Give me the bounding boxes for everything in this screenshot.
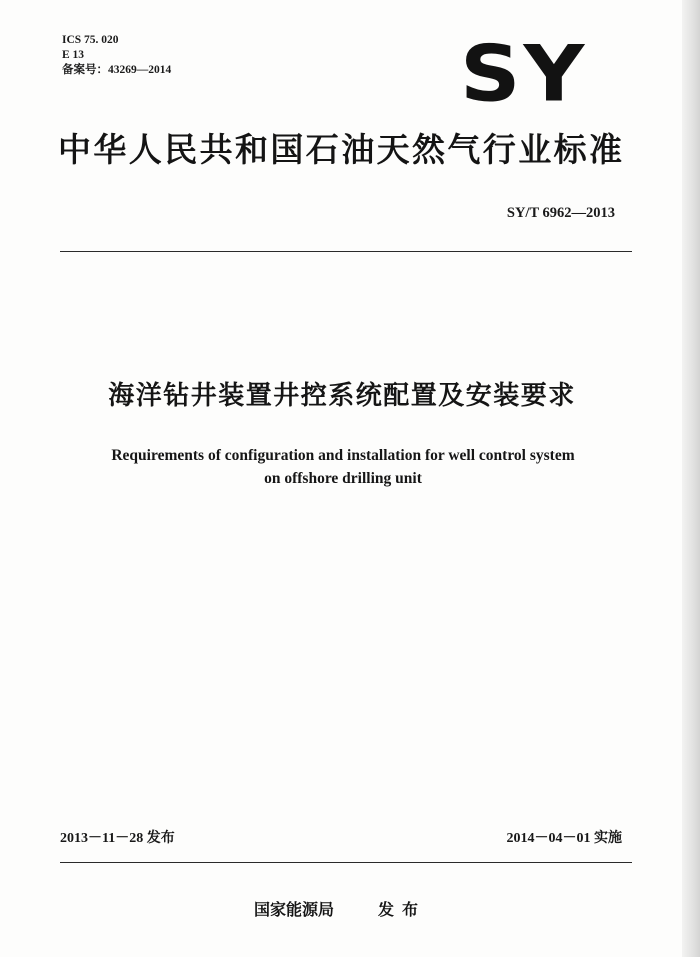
english-title-line-1: Requirements of configuration and installation for well control system — [111, 447, 575, 464]
ics-code: ICS 75. 020 — [62, 34, 119, 46]
chinese-title: 海洋钻井装置井控系统配置及安装要求 — [108, 381, 576, 411]
standard-type-title: 中华人民共和国石油天然气行业标准 — [58, 130, 625, 169]
issue-date: 2013－11－28 发布 — [60, 831, 175, 846]
english-title-line-2: on offshore drilling unit — [264, 470, 422, 487]
implementation-date: 2014－04－01 实施 — [506, 831, 622, 846]
header-divider — [60, 251, 632, 252]
footer-divider — [60, 862, 632, 863]
record-number: 备案号：43269—2014 — [62, 64, 172, 76]
issuing-authority: 国家能源局 — [254, 900, 335, 919]
standard-number: SY/T 6962—2013 — [506, 205, 615, 221]
issue-label: 发布 — [378, 900, 427, 919]
sy-logo: SY — [460, 28, 588, 120]
classification-code: E 13 — [62, 49, 85, 61]
